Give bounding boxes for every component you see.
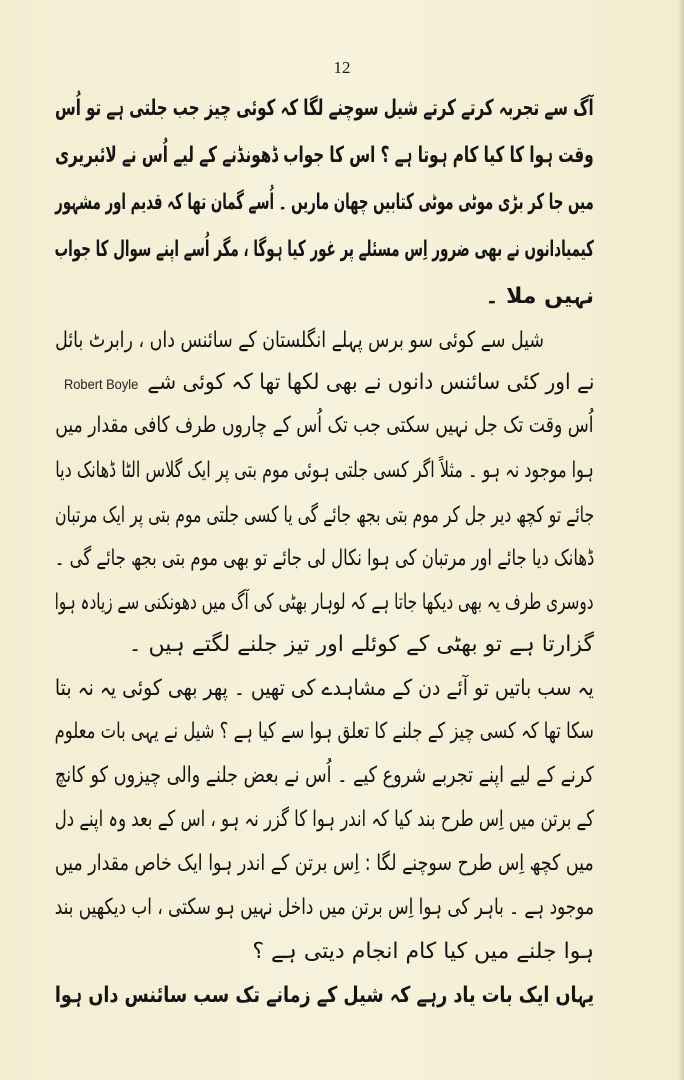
text-line-9: ہوا موجود نہ ہو ۔ مثلاً اگر کسی جلتی ہوئی موم بتی پر ایک گلاس الٹا ڈھانک دیا xyxy=(55,458,594,483)
text-line-10: جائے تو کچھ دیر جل کر موم بتی بجھ جائے گی یا کسی جلتی موم بتی پر ایک مرتبان xyxy=(54,503,594,528)
text-line-6: شیل سے کوئی سو برس پہلے انگلستان کے سائنس داں ، رابرٹ بائل xyxy=(55,328,544,353)
text-line-18: میں کچھ اِس طرح سوچنے لگا : اِس برتن کے اندر ہوا ایک خاص مقدار میں xyxy=(55,851,594,876)
text-line-19: موجود ہے ۔ باہر کی ہوا اِس برتن میں داخل نہیں ہو سکتی ، اب دیکھیں بند xyxy=(54,895,594,920)
text-line-21: یہاں ایک بات یاد رہے کہ شیل کے زمانے تک سب سائنس داں ہوا xyxy=(54,983,594,1008)
text-line-20: ہوا جلنے میں کیا کام انجام دیتی ہے ؟ xyxy=(252,939,594,964)
page-number: 12 xyxy=(333,58,351,77)
text-line-17: کے برتن میں اِس طرح بند کیا کہ اندر ہوا کا گزر نہ ہو ، اس کے بعد وہ اپنے دل xyxy=(54,807,594,832)
text-line-2: وقت ہوا کا کیا کام ہوتا ہے ؟ اس کا جواب ڈھونڈنے کے لیے اُس نے لائبریری xyxy=(55,143,594,168)
page-edge-shadow xyxy=(678,0,684,1080)
text-line-1: آگ سے تجربہ کرتے کرتے شیل سوچنے لگا کہ کوئی چیز جب جلتی ہے تو اُس xyxy=(55,96,594,121)
text-line-14: یہ سب باتیں تو آئے دن کے مشاہدے کی تھیں ۔ پھر بھی کوئی یہ نہ بتا xyxy=(55,676,594,701)
text-line-12: دوسری طرف یہ بھی دیکھا جاتا ہے کہ لوہار بھٹی کی آگ میں دھونکنی سے زیادہ ہوا xyxy=(55,590,594,615)
text-line-8: اُس وقت تک جل نہیں سکتی جب تک اُس کے چاروں طرف کافی مقدار میں xyxy=(55,413,594,438)
text-line-3: میں جا کر بڑی موٹی موٹی کتابیں چھان ماریں ۔ اُسے گمان تھا کہ قدیم اور مشہور xyxy=(55,190,594,215)
text-line-15: سکا تھا کہ کسی چیز کے جلنے کا تعلق ہوا سے کیا ہے ؟ شیل نے یہی بات معلوم xyxy=(54,719,594,744)
text-line-4: کیمیادانوں نے بھی ضرور اِس مسئلے پر غور کیا ہوگا ، مگر اُسے اپنے سوال کا جواب xyxy=(54,237,594,262)
latin-name-robert-boyle: Robert Boyle xyxy=(63,376,138,392)
text-line-5: نہیں ملا ۔ xyxy=(485,284,594,309)
text-line-16: کرنے کے لیے اپنے تجربے شروع کیے ۔ اُس نے بعض جلنے والی چیزوں کو کانچ xyxy=(54,763,594,788)
text-line-13: گزارتا ہے تو بھٹی کے کوئلے اور تیز جلنے لگتے ہیں ۔ xyxy=(128,632,594,657)
text-line-11: ڈھانک دیا جائے اور مرتبان کی ہوا نکال لی جائے تو بھی موم بتی بجھ جائے گی ۔ xyxy=(54,546,594,571)
text-line-7: نے اور کئی سائنس دانوں نے بھی لکھا تھا کہ کوئی شےRobert Boyle xyxy=(63,370,594,395)
